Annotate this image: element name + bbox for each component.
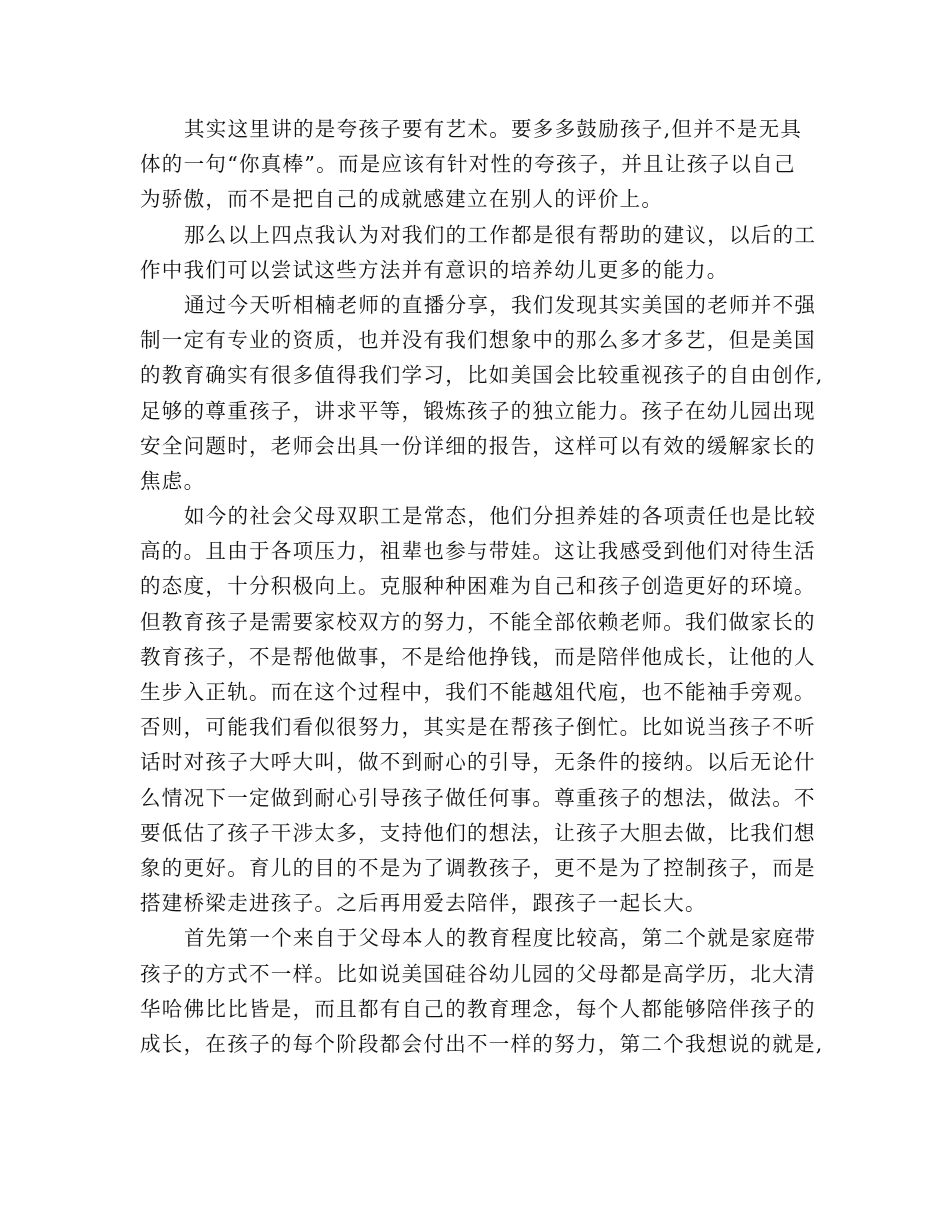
text-line: 要低估了孩子干涉太多，支持他们的想法，让孩子大胆去做，比我们想 [140, 820, 816, 845]
paragraph-4 [140, 499, 820, 921]
text-line: 足够的尊重孩子，讲求平等，锻炼孩子的独立能力。孩子在幼儿园出现 [140, 398, 816, 423]
text-line: 那么以上四点我认为对我们的工作都是很有帮助的建议，以后的工 [184, 222, 817, 247]
text-line: 作中我们可以尝试这些方法并有意识的培养幼儿更多的能力。 [140, 257, 729, 282]
text-line: 生步入正轨。而在这个过程中，我们不能越俎代庖，也不能袖手旁观。 [140, 680, 816, 704]
paragraph-2 [140, 218, 820, 288]
text-line: 通过今天听相楠老师的直播分享，我们发现其实美国的老师并不强 [184, 292, 817, 317]
paragraph-1 [140, 112, 820, 218]
text-line: 如今的社会父母双职工是常态，他们分担养娃的各项责任也是比较 [184, 504, 817, 529]
paragraph-3 [140, 288, 824, 499]
text-line: 否则，可能我们看似很努力，其实是在帮孩子倒忙。比如说当孩子不听 [140, 715, 816, 740]
text-line: 象的更好。育儿的目的不是为了调教孩子，更不是为了控制孩子，而是 [140, 855, 816, 880]
text-line: 么情况下一定做到耐心引导孩子做任何事。尊重孩子的想法，做法。不 [140, 785, 816, 810]
paragraph-5 [140, 921, 824, 1062]
text-line: 焦虑。 [140, 468, 206, 493]
text-line: 其实这里讲的是夸孩子要有艺术。要多多鼓励孩子,但并不是无具 [184, 117, 803, 141]
text-line: 为骄傲，而不是把自己的成就感建立在别人的评价上。 [140, 187, 664, 212]
text-line: 体的一句“你真棒”。而是应该有针对性的夸孩子，并且让孩子以自己 [140, 152, 796, 177]
text-line: 话时对孩子大呼大叫，做不到耐心的引导，无条件的接纳。以后无论什 [140, 750, 816, 775]
text-line: 华哈佛比比皆是，而且都有自己的教育理念，每个人都能够陪伴孩子的 [140, 996, 816, 1021]
text-line: 成长，在孩子的每个阶段都会付出不一样的努力，第二个我想说的就是, [140, 1031, 824, 1056]
text-line: 孩子的方式不一样。比如说美国硅谷幼儿园的父母都是高学历，北大清 [140, 961, 816, 986]
text-line: 安全问题时，老师会出具一份详细的报告，这样可以有效的缓解家长的 [140, 433, 816, 458]
text-line: 搭建桥梁走进孩子。之后再用爱去陪伴，跟孩子一起长大。 [140, 891, 707, 916]
text-line: 首先第一个来自于父母本人的教育程度比较高，第二个就是家庭带 [184, 926, 817, 951]
text-line: 教育孩子，不是帮他做事，不是给他挣钱，而是陪伴他成长，让他的人 [140, 644, 816, 669]
text-line: 的态度，十分积极向上。克服种种困难为自己和孩子创造更好的环境。 [140, 574, 816, 599]
text-line: 制一定有专业的资质，也并没有我们想象中的那么多才多艺，但是美国 [140, 328, 816, 353]
text-line: 但教育孩子是需要家校双方的努力，不能全部依赖老师。我们做家长的 [140, 609, 816, 634]
text-line: 的教育确实有很多值得我们学习，比如美国会比较重视孩子的自由创作, [140, 363, 824, 388]
text-line: 高的。且由于各项压力，祖辈也参与带娃。这让我感受到他们对待生活 [140, 539, 816, 564]
document-body [140, 112, 824, 1062]
